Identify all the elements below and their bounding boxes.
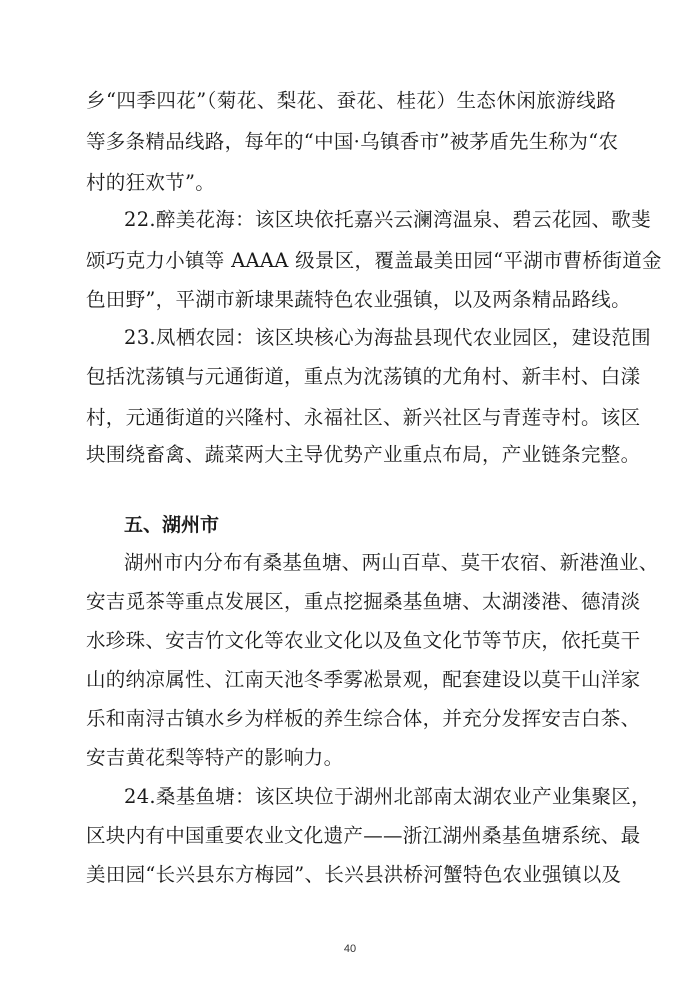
- item-23-line-2: 包括沈荡镇与元通街道，重点为沈荡镇的尤角村、新丰村、白漾: [86, 365, 641, 388]
- section-heading-huzhou: 五、湖州市: [124, 514, 220, 536]
- intro-line-3: 村的狂欢节”。: [86, 171, 216, 194]
- page-number: 40: [343, 943, 357, 955]
- item-22-line-1: 22.醉美花海：该区块依托嘉兴云澜湾温泉、碧云花园、歌斐: [124, 208, 651, 231]
- item-22-line-3: 色田野”，平湖市新埭果蔬特色农业强镇，以及两条精品路线。: [86, 288, 631, 311]
- item-23-line-1: 23.凤栖农园：该区块核心为海盐县现代农业园区，建设范围: [124, 326, 651, 349]
- intro-line-2: 等多条精品线路，每年的“中国·乌镇香市”被茅盾先生称为“农: [86, 130, 619, 153]
- section-5-line-4: 山的纳凉属性、江南天池冬季雾凇景观，配套建设以莫干山洋家: [86, 668, 641, 691]
- intro-line-1: 乡“四季四花”（菊花、梨花、蚕花、桂花）生态休闲旅游线路: [86, 89, 616, 112]
- section-5-line-2: 安吉觅茶等重点发展区，重点挖掘桑基鱼塘、太湖溇港、德清淡: [86, 590, 641, 613]
- item-23-line-4: 块围绕畜禽、蔬菜两大主导优势产业重点布局，产业链条完整。: [86, 443, 641, 466]
- item-24-line-2: 区块内有中国重要农业文化遗产——浙江湖州桑基鱼塘系统、最: [86, 824, 641, 847]
- section-5-line-5: 乐和南浔古镇水乡为样板的养生综合体，并充分发挥安吉白茶、: [86, 707, 641, 730]
- item-23-line-3: 村，元通街道的兴隆村、永福社区、新兴社区与青莲寺村。该区: [86, 406, 641, 429]
- item-22-line-2: 颂巧克力小镇等 AAAA 级景区，覆盖最美田园“平湖市曹桥街道金: [86, 249, 662, 272]
- section-5-line-6: 安吉黄花梨等特产的影响力。: [86, 746, 344, 769]
- item-24-line-1: 24.桑基鱼塘：该区块位于湖州北部南太湖农业产业集聚区，: [124, 785, 651, 808]
- item-24-line-3: 美田园“长兴县东方梅园”、长兴县洪桥河蟹特色农业强镇以及: [86, 863, 622, 886]
- section-5-line-1: 湖州市内分布有桑基鱼塘、两山百草、莫干农宿、新港渔业、: [124, 551, 659, 574]
- section-5-line-3: 水珍珠、安吉竹文化等农业文化以及鱼文化节等节庆，依托莫干: [86, 629, 641, 652]
